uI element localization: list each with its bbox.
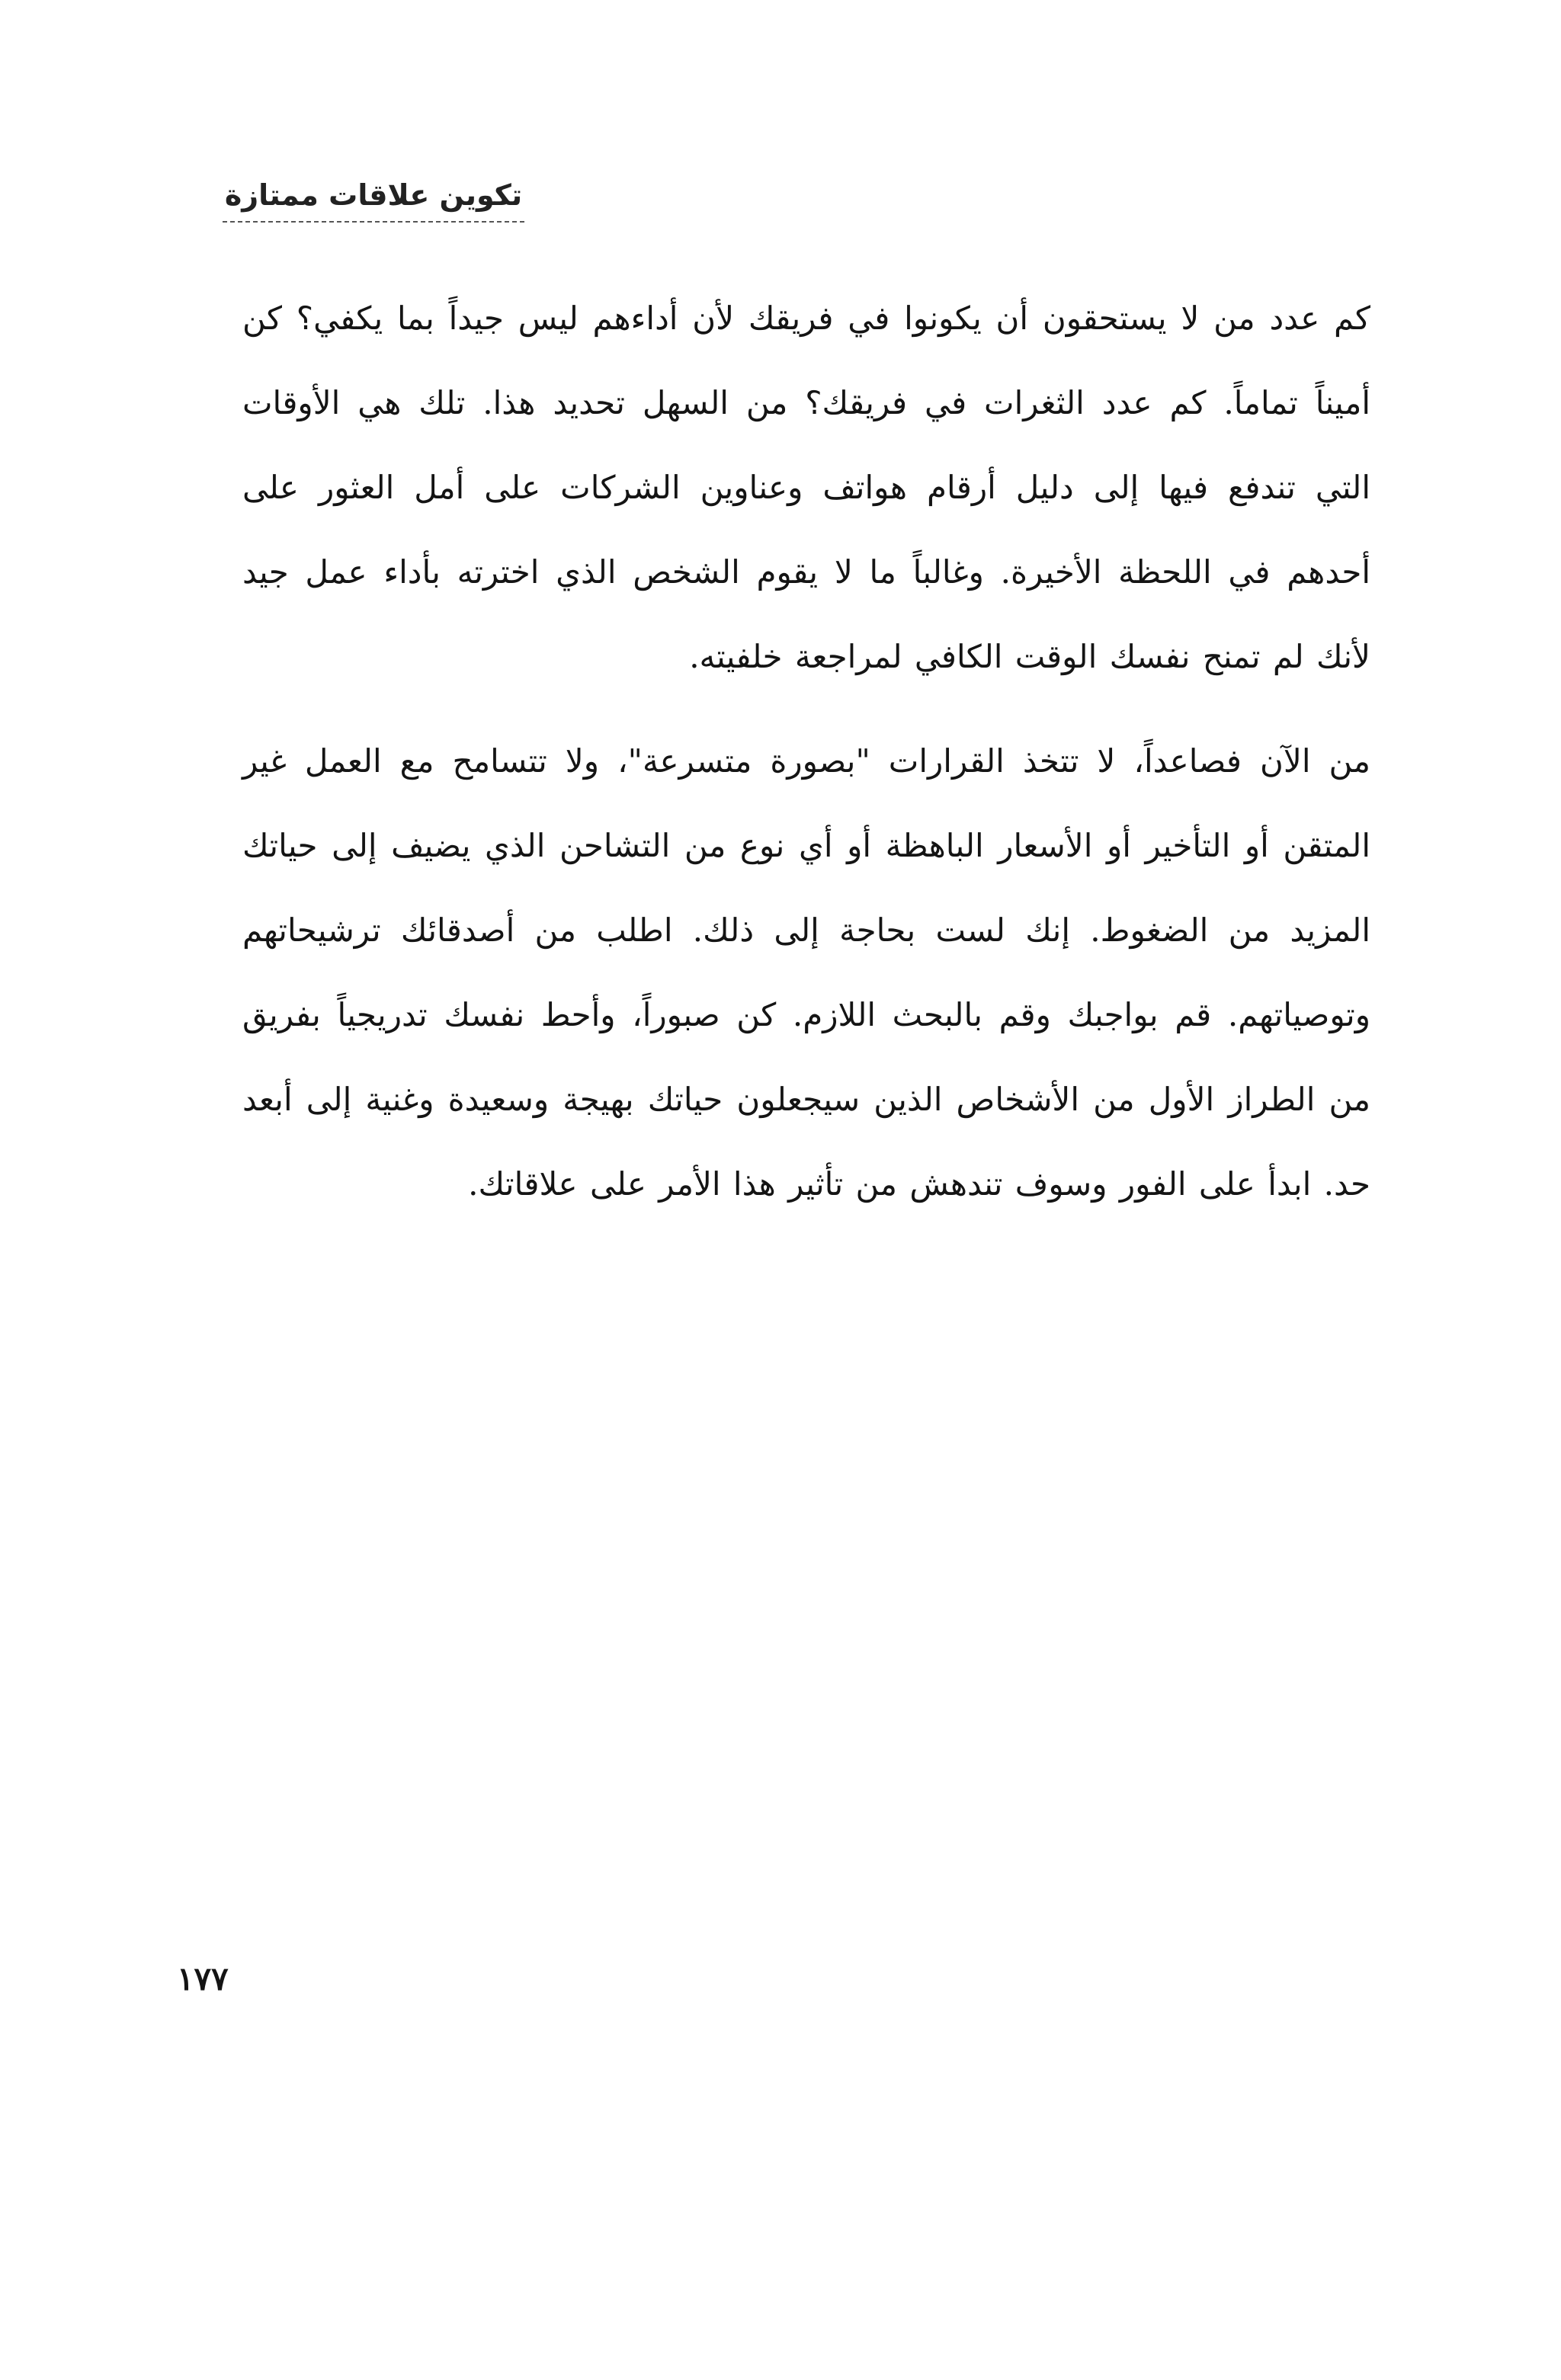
page-number: ١٧٧: [177, 1960, 229, 1997]
running-header: [223, 174, 524, 227]
paragraph-2: من الآن فصاعداً، لا تتخذ القرارات "بصورة متسرعة"، ولا تتسامح مع العمل غير المتقن أو التأخير أو الأسعار الباهظة أو أي نوع من التشاحن الذي يضيف إلى حياتك المزيد من الضغوط. إنك لست بحاجة إلى ذلك. اطلب من أصدقائك ترشيحاتهم وتوصياتهم. قم بواجبك وقم بالبحث اللازم. كن صبوراً، وأحط نفسك تدريجياً بفريق من الطراز الأول من الأشخاص الذين سيجعلون حياتك بهيجة وسعيدة وغنية إلى أبعد حد. ابدأ على الفور وسوف تندهش من تأثير هذا الأمر على علاقاتك.: [242, 742, 1371, 1203]
header-divider: [223, 221, 524, 223]
running-header-title: تكوين علاقات ممتازة: [224, 178, 523, 212]
body-text: [242, 276, 1370, 1226]
paragraph-1: كم عدد من لا يستحقون أن يكونوا في فريقك لأن أداءهم ليس جيداً بما يكفي؟ كن أميناً تماماً. كم عدد الثغرات في فريقك؟ من السهل تحديد هذا. تلك هي الأوقات التي تندفع فيها إلى دليل أرقام هواتف وعناوين الشركات على أمل العثور على أحدهم في اللحظة الأخيرة. وغالباً ما لا يقوم الشخص الذي اخترته بأداء عمل جيد لأنك لم تمنح نفسك الوقت الكافي لمراجعة خلفيته.: [242, 300, 1370, 675]
